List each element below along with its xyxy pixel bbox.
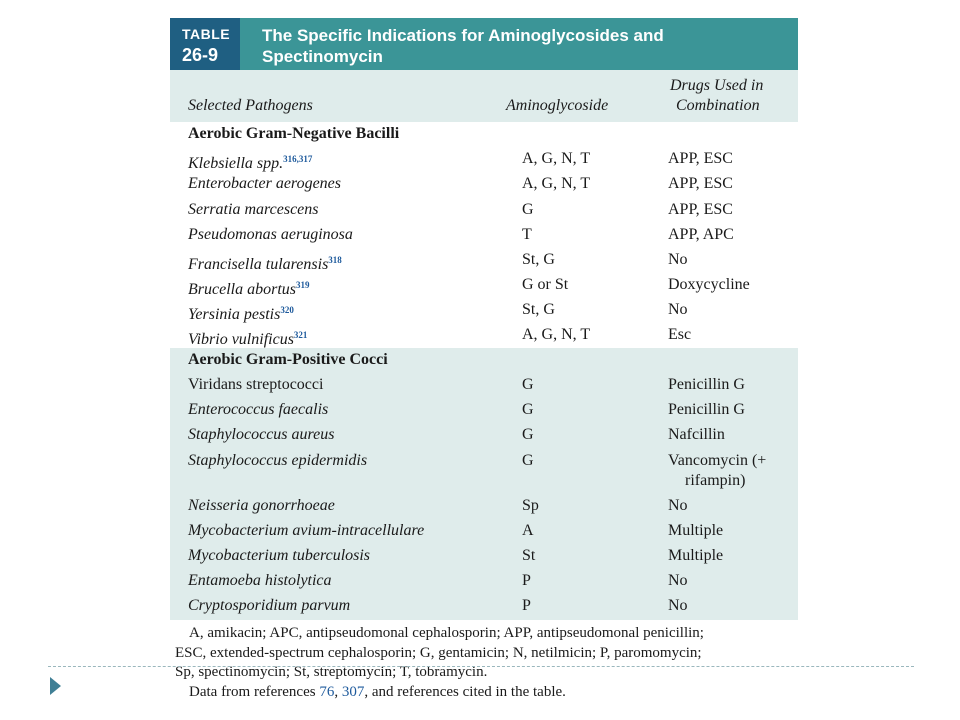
combination-drugs-cell: Penicillin G: [668, 401, 745, 418]
aminoglycoside-cell: G: [522, 426, 534, 443]
table-tag-number: 26-9: [182, 45, 219, 65]
footnote-line: ESC, extended-spectrum cephalosporin; G, gentamicin; N, netilmicin; P, paromomycin;: [175, 644, 702, 661]
pathogen-name: Vibrio vulnificus: [188, 331, 294, 348]
table-number-tag: [170, 18, 240, 74]
combination-drugs-cell: No: [668, 572, 688, 589]
aminoglycoside-cell: G: [522, 401, 534, 418]
triangle-arrow-icon: [50, 677, 61, 695]
aminoglycoside-cell: A, G, N, T: [522, 175, 591, 192]
aminoglycoside-cell: P: [522, 597, 531, 614]
pathogen-name: Pseudomonas aeruginosa: [188, 226, 353, 243]
section-heading-gram-positive: Aerobic Gram-Positive Cocci: [188, 351, 388, 368]
reference-superscript[interactable]: 318: [328, 255, 342, 265]
pathogen-cell: [188, 400, 328, 420]
pathogen-cell: [188, 250, 342, 275]
footnote-line: Sp, spectinomycin; St, streptomycin; T, tobramycin.: [175, 664, 488, 680]
combination-drugs-cell: No: [668, 301, 688, 318]
pathogen-name: Klebsiella spp.: [188, 155, 284, 172]
combination-drugs-cell: Esc: [668, 326, 692, 343]
table-title: The Specific Indications for Aminoglycosides and Spectinomycin: [262, 26, 664, 66]
combination-drugs-cell: No: [668, 597, 688, 614]
combination-drugs-cell: Doxycycline: [668, 276, 750, 293]
combination-drugs-cell: APP, APC: [668, 226, 734, 243]
pathogen-cell: [188, 596, 350, 616]
table-footnote: [175, 624, 795, 702]
pathogen-name: Yersinia pestis: [188, 306, 281, 323]
pathogen-cell: [188, 425, 334, 445]
aminoglycoside-cell: St, G: [522, 251, 555, 268]
pathogen-name: Serratia marcescens: [188, 201, 319, 218]
column-header-aminoglycoside: Aminoglycoside: [506, 97, 609, 114]
pathogen-name: Staphylococcus aureus: [188, 426, 335, 443]
aminoglycoside-cell: Sp: [522, 497, 539, 514]
combination-drugs-cell-continued: rifampin): [685, 472, 746, 489]
slide-divider-line: [48, 666, 914, 667]
section-heading-gram-negative: Aerobic Gram-Negative Bacilli: [188, 125, 400, 142]
aminoglycoside-cell: P: [522, 572, 531, 589]
combination-drugs-cell: No: [668, 251, 688, 268]
combination-drugs-cell: Penicillin G: [668, 376, 745, 393]
aminoglycoside-cell: T: [522, 226, 532, 243]
reference-superscript[interactable]: 316,317: [283, 154, 313, 164]
aminoglycoside-cell: St: [522, 547, 536, 564]
pathogen-name: Mycobacterium avium-intracellulare: [188, 522, 425, 539]
pathogen-cell: [188, 521, 424, 541]
combination-drugs-cell: Vancomycin (+: [668, 452, 767, 469]
footnote-data-sources: [175, 683, 795, 703]
combination-drugs-cell: Multiple: [668, 522, 724, 539]
column-header-pathogens: Selected Pathogens: [188, 97, 313, 114]
reference-superscript[interactable]: 321: [293, 330, 308, 340]
pathogen-name: Enterococcus faecalis: [188, 401, 329, 418]
combination-drugs-cell: APP, ESC: [668, 150, 733, 167]
pathogen-cell: [188, 300, 294, 325]
combination-drugs-cell: APP, ESC: [668, 175, 733, 192]
pathogen-name: Viridans streptococci: [188, 376, 324, 393]
pathogen-cell: [188, 451, 367, 471]
pathogen-name: Brucella abortus: [188, 281, 296, 298]
table-tag-label: TABLE: [182, 26, 231, 42]
pathogen-name: Enterobacter aerogenes: [188, 175, 341, 192]
combination-drugs-cell: Multiple: [668, 547, 724, 564]
pathogen-name: Cryptosporidium parvum: [188, 597, 351, 614]
combination-drugs-cell: Nafcillin: [668, 426, 725, 443]
pathogen-cell: [188, 149, 312, 174]
reference-superscript[interactable]: 320: [280, 305, 294, 315]
pathogen-cell: [188, 225, 353, 245]
footnote-line: A, amikacin; APC, antipseudomonal cephalosporin; APP, antipseudomonal penicillin;: [189, 625, 704, 641]
pathogen-name: Staphylococcus epidermidis: [188, 452, 368, 469]
pathogen-cell: [188, 325, 307, 350]
reference-superscript[interactable]: 319: [296, 280, 310, 290]
pathogen-name: Entamoeba histolytica: [188, 572, 332, 589]
aminoglycoside-cell: A, G, N, T: [522, 150, 591, 167]
pathogen-cell: [188, 496, 335, 516]
pathogen-cell: [188, 571, 332, 591]
footnote-data-suffix: , and references cited in the table.: [364, 683, 566, 700]
aminoglycoside-cell: A: [522, 522, 534, 539]
pathogen-cell: [188, 200, 319, 220]
pathogen-cell: [188, 375, 323, 395]
pathogen-name: Francisella tularensis: [188, 256, 329, 273]
aminoglycoside-cell: A, G, N, T: [522, 326, 591, 343]
footnote-data-prefix: Data from references: [189, 683, 320, 700]
combination-drugs-cell: No: [668, 497, 688, 514]
reference-link-307[interactable]: 307: [341, 683, 365, 700]
pathogen-cell: [188, 275, 310, 300]
aminoglycoside-cell: G or St: [522, 276, 569, 293]
reference-link-76[interactable]: 76: [319, 683, 335, 700]
aminoglycoside-cell: G: [522, 376, 534, 393]
combination-drugs-cell: APP, ESC: [668, 201, 733, 218]
column-header-drugs-line2: Combination: [676, 97, 760, 114]
aminoglycoside-cell: G: [522, 201, 534, 218]
footnote-separator: ,: [334, 683, 342, 700]
pathogen-cell: [188, 546, 370, 566]
pathogen-cell: [188, 174, 341, 194]
pathogen-name: Neisseria gonorrhoeae: [188, 497, 335, 514]
column-header-drugs-line1: Drugs Used in: [670, 77, 764, 94]
pathogen-name: Mycobacterium tuberculosis: [188, 547, 371, 564]
aminoglycoside-cell: G: [522, 452, 534, 469]
aminoglycoside-cell: St, G: [522, 301, 555, 318]
